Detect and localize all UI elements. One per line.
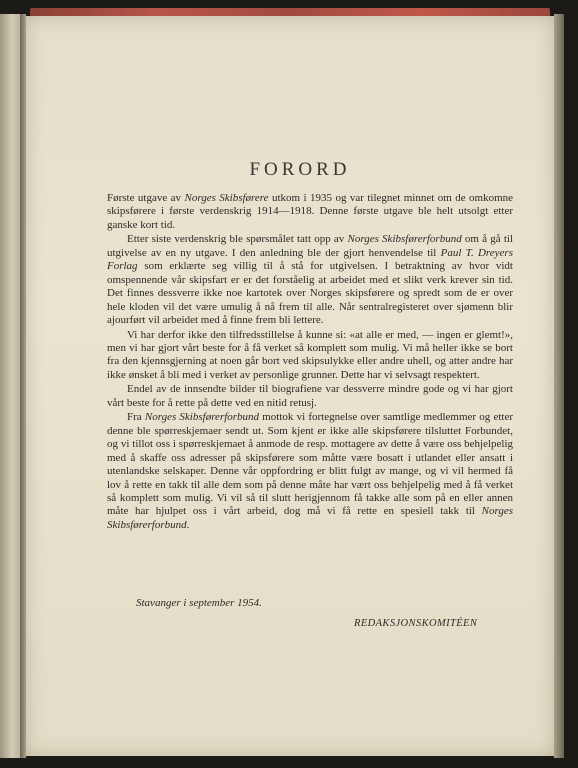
paragraph-text: . <box>186 518 190 531</box>
italic-text: Norges Skibsførere <box>184 192 269 204</box>
signature: REDAKSJONSKOMITÉEN <box>354 618 478 629</box>
paragraph <box>107 329 513 383</box>
paragraph-text: Fra <box>127 411 145 424</box>
page-title: FORORD <box>249 159 351 180</box>
previous-page-edge <box>0 14 20 758</box>
paragraph-text: mottok vi fortegnelse over samtlige medlemmer og etter denne ble spørreskjemaer sendt ut. Som kjent er ikke alle skipsførere tilsluttet Forbundet, og vi tillot oss i spørreskjemaet å anmode de resp. mottagere av dette å være oss behjelpelig med å skaffe oss adresser på skipsførere som måtte være bosatt i utlandet eller ansatt i utenlandske selskaper. Denne vår oppfordring er blitt fulgt av mange, og vi vil hermed få lov å rette en takk til alle dem som på denne måte har vært oss behjelpelig med å få verket så komplett som mulig. Vi vil så til slutt herigjennom få takke alle som på en eller annen måte har hjulpet oss i vårt arbeid, dog må vi få rette en spesiell takk til <box>107 411 513 518</box>
paragraph <box>107 411 513 532</box>
paragraph-text: som erklærte seg villig til å stå for utgivelsen. I betraktning av hvor vidt omspennende vår skipsfart er er det forståelig at arbeidet med et slikt verk krever sin tid. Det finnes dessverre ikke noe kartotek over Norges skipsførere og spredt som de er over hele kloden vil det være umulig å nå frem til alle. Når sentralregisteret over sjømenn blir ajourført vil arbeidet med å finne frem bli lettere. <box>107 260 513 327</box>
paragraph-text: Etter siste verdenskrig ble spørsmålet tatt opp av <box>127 233 348 246</box>
paragraph-text: Vi har derfor ikke den tilfredsstillelse å kunne si: «at alle er med, — ingen er glemt!», men vi har gjort vårt beste for å få verket så komplett som mulig. Vi må heller ikke se bort fra den kjennsgjerning at noen går bort ved skipsulykke eller andre uhell, og atter andre har ikke ønsket å bli med i verket av personlige grunner. Dette har vi selvsagt respektert. <box>107 328 513 381</box>
paragraph-text: Første utgave av <box>107 192 185 204</box>
paragraph <box>107 383 513 410</box>
place-and-date: Stavanger i september 1954. <box>136 597 262 609</box>
paragraph <box>107 192 513 232</box>
page-stack-edge <box>554 14 564 758</box>
paragraph-text: Endel av de innsendte bilder til biografiene var dessverre mindre gode og vi har gjort vårt beste for å rette på dette ved en nitid retusj. <box>107 383 513 409</box>
paragraph-text: om å gå til utgivelse av en ny utgave. I den anledning ble der gjort henvendelse til <box>107 233 514 259</box>
book-page <box>26 16 554 756</box>
paragraph <box>107 233 513 327</box>
paragraph-text: utkom i 1935 og var tilegnet minnet om de omkomne skipsførere i første verdenskrig 1914—1918. Denne første utgave ble helt utsolgt etter ganske kort tid. <box>107 192 514 231</box>
italic-text: Norges Skibsførerforbund <box>144 411 260 424</box>
italic-text: Paul T. Dreyers Forlag <box>107 246 513 273</box>
italic-text: Norges Skibsførerforbund <box>107 505 513 531</box>
italic-text: Norges Skibsførerforbund <box>347 233 462 246</box>
foreword-body <box>107 192 513 532</box>
